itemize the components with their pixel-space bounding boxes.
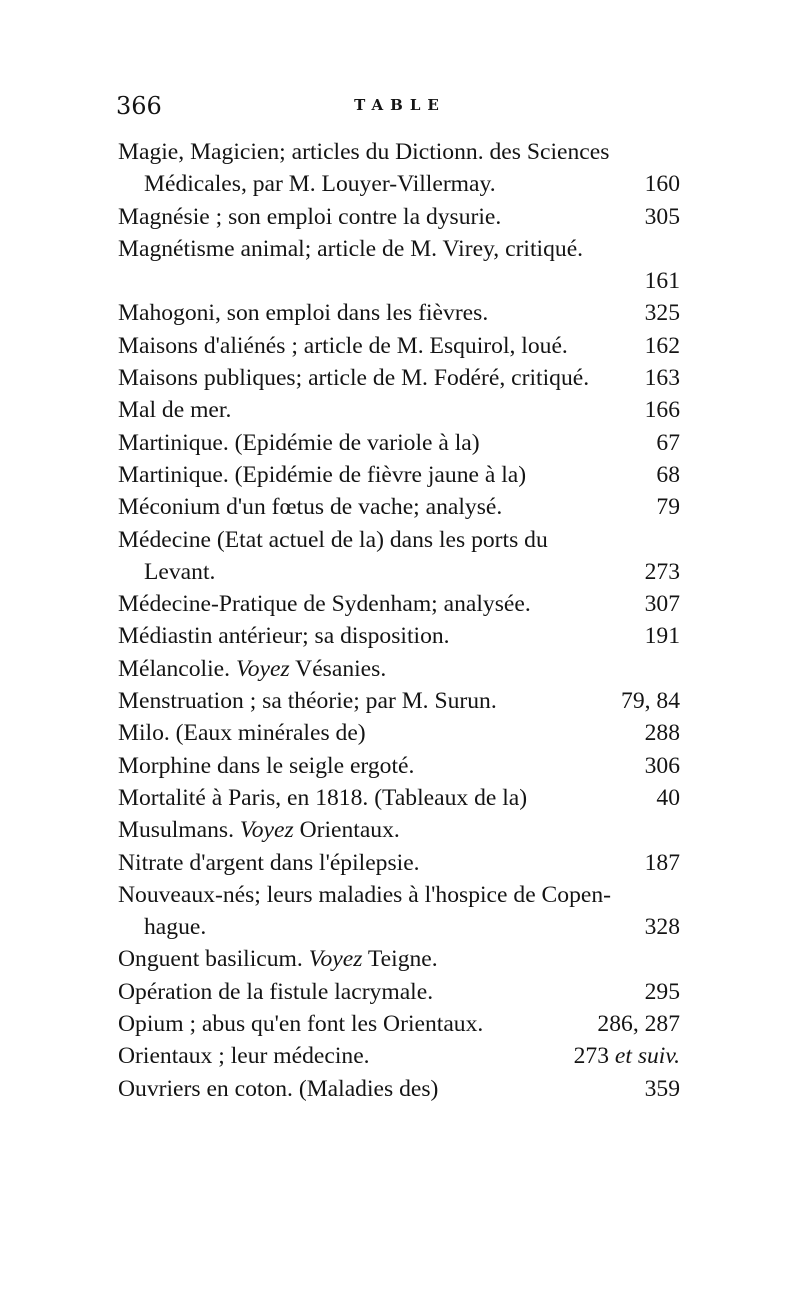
index-line bbox=[118, 362, 680, 394]
index-line bbox=[118, 750, 680, 782]
page-number-ref: 160 bbox=[644, 171, 680, 198]
page-number-ref: 162 bbox=[644, 332, 680, 359]
index-line bbox=[118, 394, 680, 426]
page-number-ref: 273 bbox=[573, 1043, 609, 1070]
page-number-ref: 325 bbox=[644, 300, 680, 327]
see-reference: Voyez bbox=[239, 817, 294, 844]
entry-label: Levant. bbox=[144, 558, 216, 585]
entry-text bbox=[118, 330, 568, 362]
entry-label: Magnésie ; son emploi contre la dysurie. bbox=[118, 203, 502, 230]
page-reference bbox=[656, 459, 680, 491]
entry-text bbox=[118, 362, 589, 394]
index-line bbox=[118, 427, 680, 459]
entry-label: Mortalité à Paris, en 1818. (Tableaux de la) bbox=[118, 784, 528, 811]
index-line bbox=[118, 943, 680, 975]
see-reference: Voyez bbox=[235, 655, 290, 682]
entry-label: Médecine (Etat actuel de la) dans les ports du bbox=[118, 526, 548, 553]
index-line bbox=[118, 1073, 680, 1105]
index-line bbox=[118, 1040, 680, 1072]
entry-label: Mahogoni, son emploi dans les fièvres. bbox=[118, 300, 489, 327]
index-line bbox=[118, 201, 680, 233]
page-number-ref: 166 bbox=[644, 397, 680, 424]
page-reference bbox=[597, 1008, 680, 1040]
page-header bbox=[116, 92, 684, 124]
entry-label: Ouvriers en coton. (Maladies des) bbox=[118, 1075, 439, 1102]
entry-label: Opération de la fistule lacrymale. bbox=[118, 978, 434, 1005]
page-number: 366 bbox=[116, 92, 162, 120]
entry-text bbox=[144, 911, 206, 943]
index-line bbox=[118, 911, 680, 943]
entry-label: Mélancolie. bbox=[118, 655, 231, 682]
page-number-ref: 307 bbox=[644, 591, 680, 618]
page-number-ref: 67 bbox=[656, 429, 680, 456]
page-number-ref: 79 bbox=[656, 494, 680, 521]
entry-text bbox=[118, 717, 366, 749]
index-line bbox=[118, 330, 680, 362]
page-reference bbox=[574, 1040, 680, 1072]
entry-label: Médicales, par M. Louyer-Villermay. bbox=[144, 171, 496, 198]
entry-label: Menstruation ; sa théorie; par M. Surun. bbox=[118, 688, 497, 715]
index-line bbox=[118, 524, 680, 556]
page-number-ref: 191 bbox=[644, 623, 680, 650]
entry-text bbox=[118, 491, 502, 523]
entry-text bbox=[118, 459, 526, 491]
page-reference bbox=[656, 491, 680, 523]
entry-text bbox=[118, 620, 450, 652]
entry-text bbox=[118, 943, 438, 975]
entry-text bbox=[118, 427, 480, 459]
entry-label: Médiastin antérieur; sa disposition. bbox=[118, 623, 450, 650]
entry-label: Musulmans. bbox=[118, 817, 235, 844]
page-reference bbox=[645, 847, 680, 879]
index-line bbox=[118, 653, 680, 685]
page-reference bbox=[656, 782, 680, 814]
page-reference bbox=[656, 427, 680, 459]
entry-label: Martinique. (Epidémie de variole à la) bbox=[118, 429, 480, 456]
page-reference bbox=[645, 717, 680, 749]
entry-label: Martinique. (Epidémie de fièvre jaune à la) bbox=[118, 461, 527, 488]
entry-label: Nouveaux-nés; leurs maladies à l'hospice de Copen- bbox=[118, 881, 612, 908]
entry-text bbox=[118, 588, 531, 620]
entry-label: Méconium d'un fœtus de vache; analysé. bbox=[118, 494, 503, 521]
index-line bbox=[118, 814, 680, 846]
index-line bbox=[118, 297, 680, 329]
page-suffix: et suiv. bbox=[614, 1043, 680, 1070]
page-reference bbox=[645, 556, 680, 588]
index-line bbox=[118, 136, 680, 168]
page-reference bbox=[645, 976, 680, 1008]
entry-text bbox=[118, 297, 488, 329]
page-reference bbox=[645, 394, 680, 426]
page-number-ref: 288 bbox=[644, 720, 680, 747]
page-reference bbox=[645, 297, 680, 329]
see-target: Vésanies. bbox=[295, 655, 387, 682]
entry-text bbox=[118, 201, 501, 233]
entry-text bbox=[118, 976, 433, 1008]
page-number-ref: 359 bbox=[644, 1075, 680, 1102]
see-reference: Voyez bbox=[308, 946, 363, 973]
page-reference bbox=[645, 362, 680, 394]
entry-label: Opium ; abus qu'en font les Orientaux. bbox=[118, 1011, 484, 1038]
index-line bbox=[118, 168, 680, 200]
entry-label: hague. bbox=[144, 914, 207, 941]
entry-text bbox=[118, 750, 414, 782]
entry-label: Maisons publiques; article de M. Fodéré, critiqué. bbox=[118, 365, 590, 392]
index-line bbox=[118, 620, 680, 652]
page-number-ref: 328 bbox=[644, 914, 680, 941]
running-title: TABLE bbox=[354, 96, 446, 114]
entry-text bbox=[118, 879, 611, 911]
entry-label: Onguent basilicum. bbox=[118, 946, 303, 973]
page-reference bbox=[645, 1073, 680, 1105]
index-line bbox=[118, 847, 680, 879]
entry-text bbox=[118, 136, 609, 168]
index-entries bbox=[118, 136, 680, 1105]
entry-label: Magnétisme animal; article de M. Virey, critiqué. bbox=[118, 235, 584, 262]
entry-label: Mal de mer. bbox=[118, 397, 232, 424]
entry-text bbox=[118, 1008, 483, 1040]
page-number-ref: 273 bbox=[644, 558, 680, 585]
page-number-ref: 306 bbox=[644, 752, 680, 779]
page-reference bbox=[645, 620, 680, 652]
entry-text bbox=[118, 233, 583, 265]
entry-text bbox=[118, 653, 386, 685]
page-reference bbox=[645, 168, 680, 200]
entry-label: Maisons d'aliénés ; article de M. Esquirol, loué. bbox=[118, 332, 568, 359]
index-line bbox=[118, 1008, 680, 1040]
entry-text bbox=[118, 814, 400, 846]
entry-text bbox=[118, 394, 231, 426]
index-line bbox=[118, 879, 680, 911]
index-line bbox=[118, 459, 680, 491]
entry-text bbox=[118, 524, 548, 556]
entry-text bbox=[144, 556, 215, 588]
page-reference bbox=[645, 588, 680, 620]
page-number-ref: 68 bbox=[656, 461, 680, 488]
entry-label: Nitrate d'argent dans l'épilepsie. bbox=[118, 849, 420, 876]
page-number-ref: 187 bbox=[644, 849, 680, 876]
page-number-ref: 286, 287 bbox=[597, 1011, 680, 1038]
index-line bbox=[118, 556, 680, 588]
page-reference bbox=[645, 265, 680, 297]
page-reference bbox=[621, 685, 680, 717]
page-number-ref: 161 bbox=[644, 268, 680, 295]
index-line bbox=[118, 233, 680, 265]
index-line bbox=[118, 685, 680, 717]
page-number-ref: 163 bbox=[644, 365, 680, 392]
entry-text bbox=[118, 847, 420, 879]
page-number-ref: 305 bbox=[644, 203, 680, 230]
page-number-ref: 79, 84 bbox=[621, 688, 680, 715]
page-number-ref: 295 bbox=[644, 978, 680, 1005]
entry-label: Magie, Magicien; articles du Dictionn. des Sciences bbox=[118, 139, 610, 165]
index-line bbox=[118, 717, 680, 749]
entry-label: Médecine-Pratique de Sydenham; analysée. bbox=[118, 591, 531, 618]
index-line bbox=[118, 976, 680, 1008]
index-line bbox=[118, 491, 680, 523]
entry-label: Orientaux ; leur médecine. bbox=[118, 1043, 370, 1070]
page-reference bbox=[645, 201, 680, 233]
page-reference bbox=[645, 750, 680, 782]
entry-text bbox=[144, 168, 496, 200]
entry-text bbox=[118, 782, 527, 814]
index-line bbox=[118, 588, 680, 620]
index-line bbox=[118, 782, 680, 814]
entry-text bbox=[118, 685, 497, 717]
see-target: Orientaux. bbox=[299, 817, 400, 844]
entry-text bbox=[118, 1073, 438, 1105]
index-line bbox=[118, 265, 680, 297]
page-number-ref: 40 bbox=[656, 784, 680, 811]
page-reference bbox=[645, 330, 680, 362]
entry-label: Milo. (Eaux minérales de) bbox=[118, 720, 366, 747]
entry-text bbox=[118, 1040, 370, 1072]
page-reference bbox=[645, 911, 680, 943]
see-target: Teigne. bbox=[367, 946, 438, 973]
entry-label: Morphine dans le seigle ergoté. bbox=[118, 752, 415, 779]
